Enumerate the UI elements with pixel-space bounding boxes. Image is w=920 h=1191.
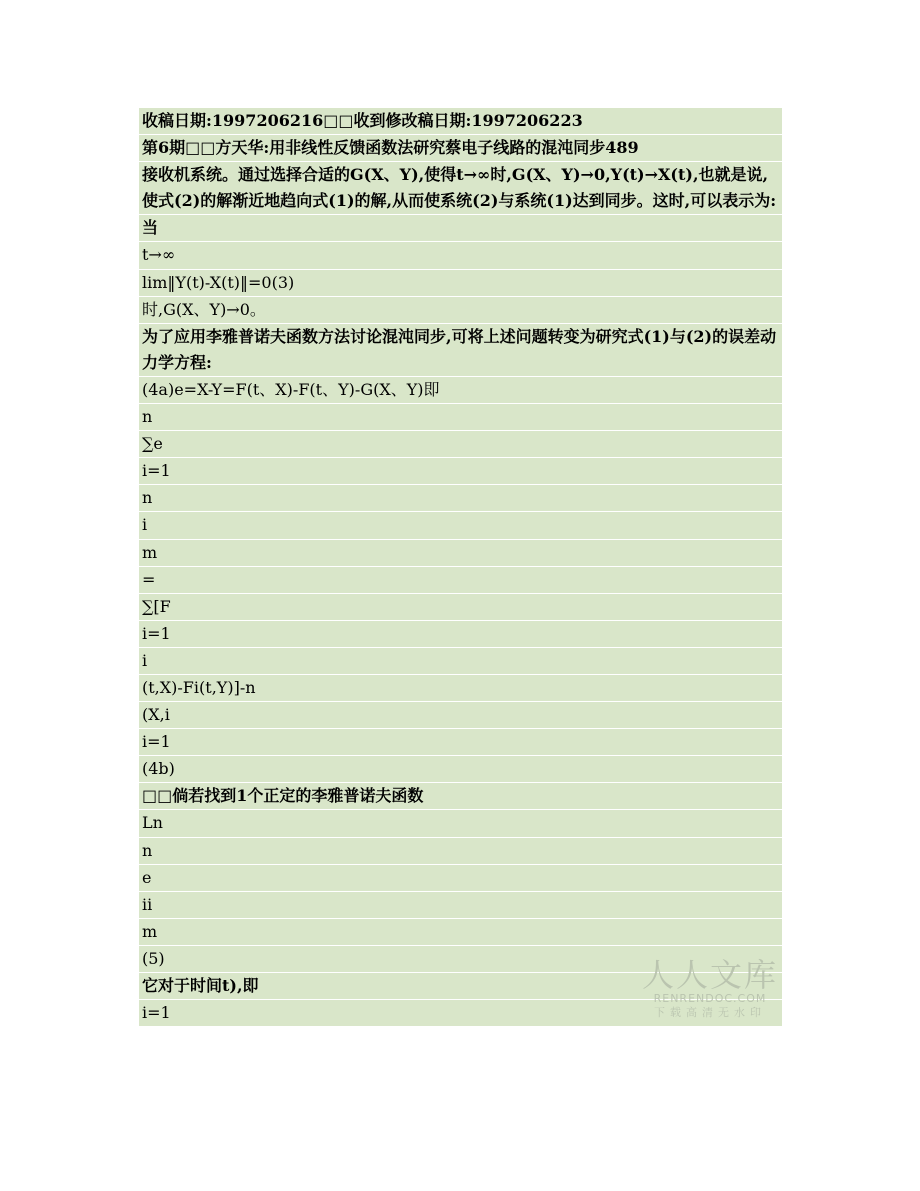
- text-line: t→∞: [139, 242, 782, 269]
- text-line: n: [139, 838, 782, 865]
- text-line: i=1: [139, 458, 782, 485]
- text-line: ∑e: [139, 431, 782, 458]
- text-line: (X,i: [139, 702, 782, 729]
- text-line-paragraph-2: 为了应用李雅普诺夫函数方法讨论混沌同步,可将上述问题转变为研究式(1)与(2)的误差动力学方程:: [139, 324, 782, 377]
- text-line: i: [139, 648, 782, 675]
- text-line: (t,X)-Fi(t,Y)]-n: [139, 675, 782, 702]
- text-line: i=1: [139, 621, 782, 648]
- text-line-header: 第6期□□方天华:用非线性反馈函数法研究蔡电子线路的混沌同步489: [139, 135, 782, 162]
- text-line: =: [139, 567, 782, 594]
- watermark-title: 人人文库: [641, 956, 778, 994]
- text-line: i: [139, 512, 782, 539]
- text-line: 当: [139, 215, 782, 242]
- text-line: m: [139, 540, 782, 567]
- text-line-equation-3: lim‖Y(t)-X(t)‖=0(3): [139, 270, 782, 297]
- text-line: m: [139, 919, 782, 946]
- watermark-subtitle: 下载高清无水印: [654, 1006, 766, 1019]
- text-line-paragraph-1: 接收机系统。通过选择合适的G(X、Y),使得t→∞时,G(X、Y)→0,Y(t)→X(t),也就是说,使式(2)的解渐近地趋向式(1)的解,从而使系统(2)与系统(1)达到同步。这时,可以表示为:: [139, 162, 782, 215]
- text-line-lyapunov: □□倘若找到1个正定的李雅普诺夫函数: [139, 783, 782, 810]
- text-line-equation-4a: (4a)e=X-Y=F(t、X)-F(t、Y)-G(X、Y)即: [139, 377, 782, 404]
- text-line-received-date: 收稿日期:1997206216□□收到修改稿日期:1997206223: [139, 108, 782, 135]
- text-line-equation-4b: (4b): [139, 756, 782, 783]
- text-line: 它对于时间t),即: [139, 973, 782, 1000]
- text-line: ii: [139, 892, 782, 919]
- text-line: n: [139, 485, 782, 512]
- text-line: e: [139, 865, 782, 892]
- text-line: ∑[F: [139, 594, 782, 621]
- text-line: i=1: [142, 1003, 171, 1023]
- text-line: 时,G(X、Y)→0。: [139, 297, 782, 324]
- text-line: n: [139, 404, 782, 431]
- watermark-url: RENRENDOC.COM: [653, 992, 767, 1005]
- text-line: i=1: [139, 729, 782, 756]
- text-line-equation-5: (5): [139, 946, 782, 973]
- document-text-block: [139, 108, 782, 1026]
- text-line: Ln: [139, 810, 782, 837]
- watermark-logo: [640, 958, 780, 1020]
